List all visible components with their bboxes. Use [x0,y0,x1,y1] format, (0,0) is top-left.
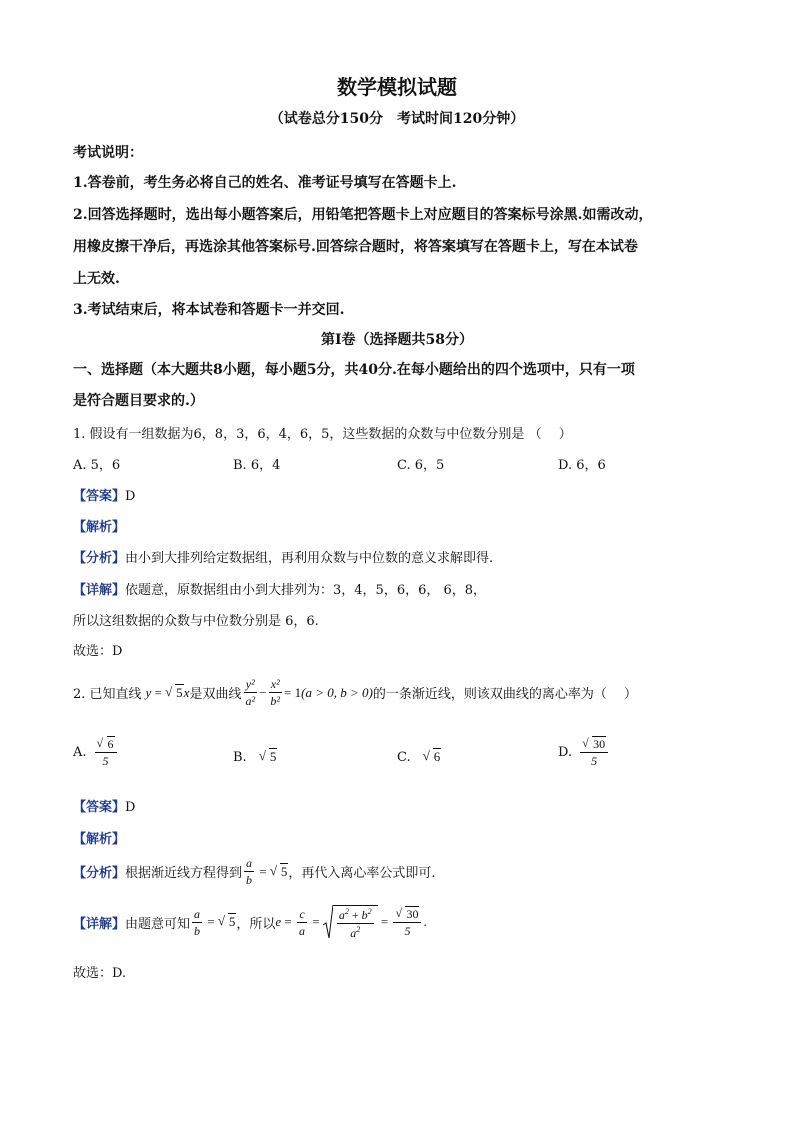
q2-stem-suffix: 的一条渐近线，则该双曲线的离心率为（ ） [372,687,637,702]
q1-xiangjie: 依题意，原数据组由小到大排列为：3，4，5，6，6， 6，8， [125,583,487,598]
q1-analysis-label: 【解析】 [73,520,126,535]
radical-sign [323,905,333,939]
sqrt-symbol: √ 5 [270,864,289,880]
sqrt-symbol: √ 5 [259,749,278,765]
fraction: √ $\frac{30}{5}$ [580,738,608,767]
q1-option-c: C. 6，5 [397,458,445,473]
instruction-3: 3.考试结束后，将本试卷和答题卡一并交回. [73,302,345,318]
sqrt-symbol: √ 30 [582,738,606,750]
q1-option-b: B. 6，4 [233,458,281,473]
instruction-2-line-3: 上无效. [73,271,120,287]
q1-xiangjie-row [73,579,486,598]
q2-option-b: B. √ 5 [233,749,277,765]
xiangjie-label: 【详解】 [73,583,126,598]
q1-fenxi: 由小到大排列给定数据组，再利用众数与中位数的意义求解即得. [125,551,494,566]
q2-option-c: C. √ 6 [397,749,441,765]
q2-ratio-formula: $\frac{a}{b}$ = √ 5 [242,857,288,886]
q1-conclusion: 所以这组数据的众数与中位数分别是 6，6. [73,614,319,629]
q2-answer: D [125,800,136,815]
fraction: $\frac{a^2 + b^2}{a^2}$ [338,907,372,940]
sqrt-symbol [323,905,378,939]
fraction: $\frac{c}{a}$ [299,906,306,938]
q2-stem-prefix: 2. 已知直线 [73,687,142,702]
sqrt-symbol: √ 6 [423,749,442,765]
q1-answer: D [125,489,136,504]
fraction: $\frac{\text{x²}}{\text{b²}}$ [270,677,281,708]
answer-label: 【答案】 [73,800,126,815]
sqrt-symbol: √ 6 [97,738,115,750]
q1-final: 故选：D [73,644,123,659]
answer-label: 【答案】 [73,489,126,504]
fraction: $\frac{a}{b}$ [246,856,253,887]
fenxi-label: 【分析】 [73,551,126,566]
q1-fenxi-row [73,547,493,566]
instruction-2-line-2: 用橡皮擦干净后，再选涂其他答案标号.回答综合题时，将答案填写在答题卡上，写在本试卷 [73,239,638,255]
page-title: 数学模拟试题 [337,75,457,99]
q2-option-d: D. √ $\frac{30}{5}$ [558,738,610,767]
q2-line-equation: y = √ 5x [146,685,190,701]
q1-option-d: D. 6，6 [558,458,606,473]
fraction: $\frac{\text{y²}}{\text{a²}}$ [245,677,256,708]
q2-option-a: A. √ $\frac{6}{5}$ [73,738,119,767]
q2-eccentricity-formula: e = $\frac{c}{a}$ = $\frac{a^2 + b^2}{a^2}$ = √ $\frac{30}{5}$ . [275,905,426,939]
section-1-line-2: 是符合题目要求的.） [73,393,204,409]
fraction: $\frac{a}{b}$ [194,906,201,938]
instruction-1: 1.答卷前，考生务必将自己的姓名、准考证号填写在答题卡上. [73,175,457,191]
xiangjie-label: 【详解】 [73,916,126,932]
q2-fenxi-row: 【分析】 根据渐近线方程得到 $\frac{a}{b}$ = √ 5 ，再代入离心率公式即可. [73,857,436,886]
sqrt-symbol: √ 5 [165,685,184,701]
q2-analysis-label: 【解析】 [73,832,126,847]
volume-title: 第Ⅰ卷（选择题共58分） [320,332,474,348]
q2-xiangjie-row: 【详解】 由题意可知 $\frac{a}{b}$ = √ 5 ，所以 e = $\frac{c}{a}$ = $\frac{a^2 + b^2}{a^2}$ = √ $\frac{30}{5}$ . [73,905,427,939]
q2-hyperbola-equation: $\frac{\text{y²}}{\text{a²}}$ − $\frac{\text{x²}}{\text{b²}}$ = 1 (a > 0, b > 0) [245,677,373,708]
fenxi-label: 【分析】 [73,866,126,881]
instructions-heading: 考试说明： [73,145,143,161]
q2-final: 故选：D. [73,966,127,981]
q1-answer-row [73,485,135,504]
section-1-line-1: 一、选择题（本大题共8小题，每小题5分，共40分.在每小题给出的四个选项中，只有一项 [73,362,635,378]
fraction: √ $\frac{30}{5}$ [393,908,421,937]
fraction: √ $\frac{6}{5}$ [95,738,117,767]
instruction-2-line-1: 2.回答选择题时，选出每小题答案后，用铅笔把答题卡上对应题目的答案标号涂黑.如需改动， [73,207,653,223]
q2-stem [73,678,637,707]
q2-ratio-formula: $\frac{a}{b}$ = √ 5 [190,908,236,937]
q1-stem: 1. 假设有一组数据为6，8，3，6，4，6，5，这些数据的众数与中位数分别是 （ ） [73,427,572,442]
q2-answer-row [73,796,135,815]
q2-stem-mid: 是双曲线 [189,687,242,702]
page-subtitle: （试卷总分150分 考试时间120分钟） [269,111,525,127]
sqrt-symbol: √ 5 [218,914,237,930]
q1-option-a: A. 5，6 [73,458,121,473]
sqrt-symbol: √ 30 [395,908,419,920]
